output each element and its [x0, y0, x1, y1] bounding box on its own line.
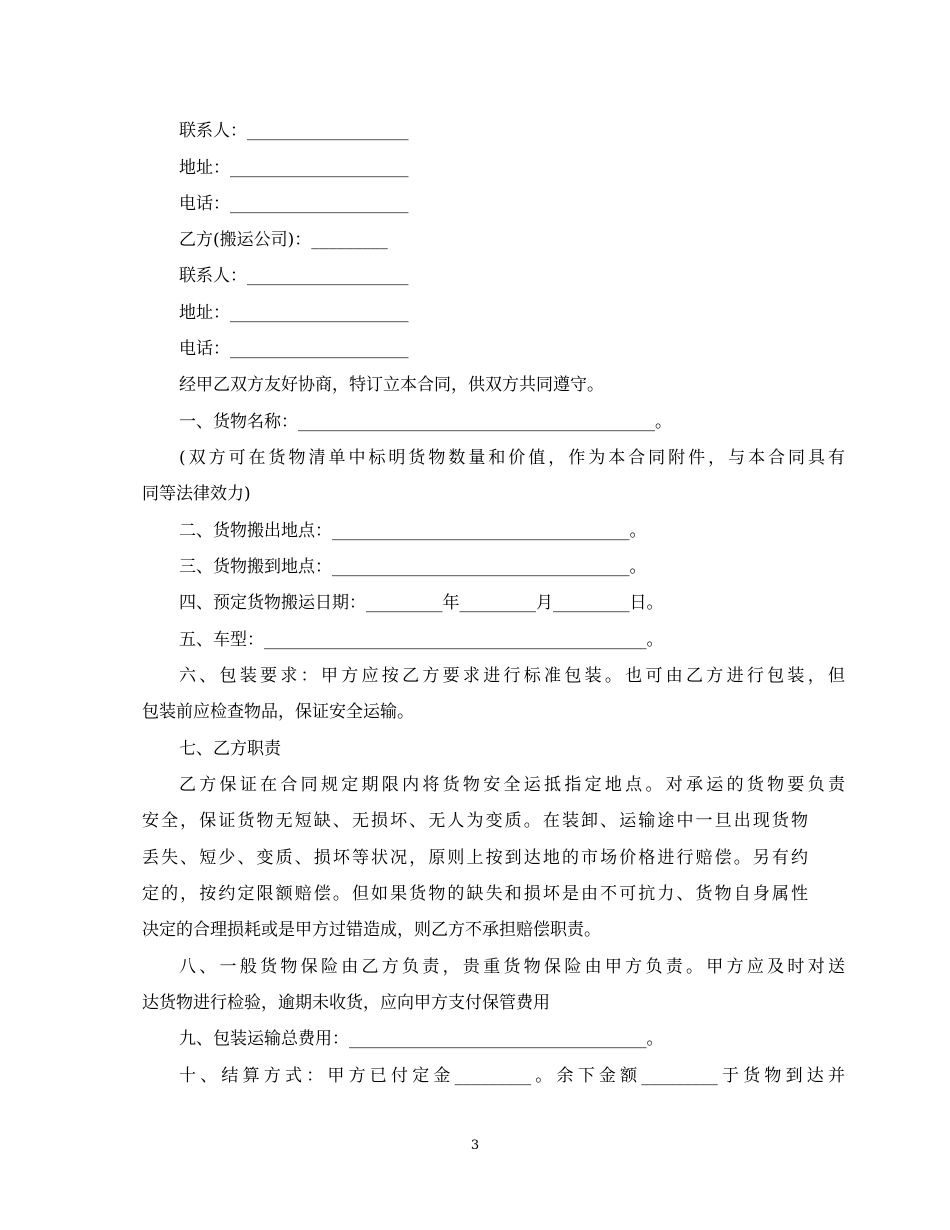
- clause-4-date: 四、预定货物搬运日期：_________年_________月_________日。: [179, 593, 664, 613]
- clause-7-body-line-3: 丢失、短少、变质、损坏等状况，原则上按到达地的市场价格进行赔偿。另有约: [142, 848, 808, 868]
- clause-3-destination: 三、货物搬到地点：___________________________________。: [179, 557, 647, 577]
- clause-7-body-line-4: 定的，按约定限额赔偿。但如果货物的缺失和损坏是由不可抗力、货物自身属性: [142, 884, 808, 904]
- clause-10-settlement: 十、结算方式：甲方已付定金_________。余下金额_________于货物到达并: [179, 1066, 845, 1086]
- clause-7-body-line-5: 决定的合理损耗或是甲方过错造成，则乙方不承担赔偿职责。: [142, 920, 601, 940]
- party-b-contact-line: 联系人：___________________: [179, 266, 409, 286]
- clause-8-line-1: 八、一般货物保险由乙方负责，贵重货物保险由甲方负责。甲方应及时对送: [179, 957, 845, 977]
- clause-7-heading: 七、乙方职责: [179, 739, 281, 759]
- party-a-address-line: 地址：_____________________: [179, 158, 409, 178]
- clause-8-line-2: 达货物进行检验，逾期未收货，应向甲方支付保管费用: [142, 993, 550, 1013]
- party-b-company-line: 乙方(搬运公司)：_________: [179, 230, 388, 250]
- goods-list-note-line-1: (双方可在货物清单中标明货物数量和价值，作为本合同附件，与本合同具有: [179, 448, 845, 468]
- clause-6-packaging-line-1: 六、包装要求：甲方应按乙方要求进行标准包装。也可由乙方进行包装，但: [179, 666, 845, 686]
- goods-list-note-line-2: 同等法律效力): [142, 484, 251, 504]
- agreement-intro: 经甲乙双方友好协商，特订立本合同，供双方共同遵守。: [179, 375, 604, 395]
- clause-6-packaging-line-2: 包装前应检查物品，保证安全运输。: [142, 702, 414, 722]
- clause-5-vehicle: 五、车型：_____________________________________________。: [179, 630, 664, 650]
- party-b-address-line: 地址：_____________________: [179, 303, 409, 323]
- page-number: 3: [470, 1138, 480, 1153]
- party-a-phone-line: 电话：_____________________: [179, 194, 409, 214]
- clause-9-total-fee: 九、包装运输总费用：___________________________________。: [179, 1029, 664, 1049]
- party-a-contact-line: 联系人：___________________: [179, 121, 409, 141]
- clause-7-body-line-1: 乙方保证在合同规定期限内将货物安全运抵指定地点。对承运的货物要负责: [179, 775, 845, 795]
- clause-1-goods-name: 一、货物名称：__________________________________________。: [179, 412, 672, 432]
- party-b-phone-line: 电话：_____________________: [179, 339, 409, 359]
- clause-7-body-line-2: 安全，保证货物无短缺、无损坏、无人为变质。在装卸、运输途中一旦出现货物: [142, 811, 808, 831]
- clause-2-origin: 二、货物搬出地点：___________________________________。: [179, 521, 647, 541]
